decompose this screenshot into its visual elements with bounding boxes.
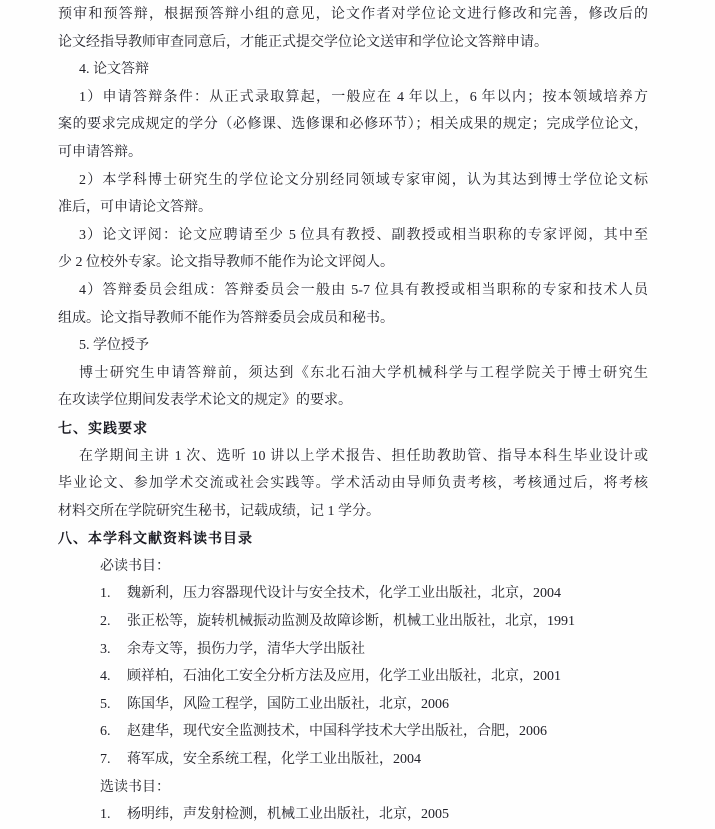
text-line: 3）论文评阅：论文应聘请至少 5 位具有教授、副教授或相当职称的专家评阅，其中至 — [79, 227, 648, 243]
book-item-number: 3. — [100, 641, 111, 657]
book-list-item — [58, 801, 648, 829]
text-line: 毕业论文、参加学术交流或社会实践等。学术活动由导师负责考核，考核通过后，将考核 — [58, 476, 648, 492]
book-item-text: 顾祥柏，石油化工安全分析方法及应用，化学工业出版社，北京，2001 — [127, 669, 561, 685]
book-item-text: 赵建华，现代安全监测技术，中国科学技术大学出版社，合肥，2006 — [127, 724, 547, 740]
book-list-item — [58, 718, 648, 746]
book-item-text: 蒋军成，安全系统工程，化学工业出版社，2004 — [127, 752, 421, 768]
section-heading: 八、本学科文献资料读书目录 — [58, 530, 253, 547]
book-list-item — [58, 663, 648, 691]
book-item-number: 4. — [100, 669, 111, 685]
text-line: 准后，可申请论文答辩。 — [58, 200, 212, 216]
book-item-number: 5. — [100, 696, 111, 712]
subsection-heading: 5. 学位授予 — [79, 338, 149, 354]
book-item-number: 2. — [100, 614, 111, 630]
text-line: 可申请答辩。 — [58, 144, 142, 160]
text-line: 案的要求完成规定的学分（必修课、选修课和必修环节）；相关成果的规定；完成学位论文， — [58, 117, 648, 133]
section-heading: 七、实践要求 — [58, 419, 148, 436]
text-line: 组成。论文指导教师不能作为答辩委员会成员和秘书。 — [58, 310, 394, 326]
book-item-text: 张正松等，旋转机械振动监测及故障诊断，机械工业出版社，北京，1991 — [127, 614, 575, 630]
book-list-item — [58, 746, 648, 774]
book-list-item — [58, 580, 648, 608]
book-list-label: 必读书目： — [100, 558, 170, 574]
book-list-item — [58, 608, 648, 636]
subsection-heading: 4. 论文答辩 — [79, 62, 149, 78]
book-list-item — [58, 691, 648, 719]
book-item-text: 陈国华，风险工程学，国防工业出版社，北京，2006 — [127, 696, 449, 712]
book-item-text: 余寿文等，损伤力学，清华大学出版社 — [127, 641, 365, 657]
book-item-number: 1. — [100, 586, 111, 602]
book-item-number: 7. — [100, 752, 111, 768]
text-line: 博士研究生申请答辩前，须达到《东北石油大学机械科学与工程学院关于博士研究生 — [79, 365, 648, 381]
text-line: 论文经指导教师审查同意后，才能正式提交学位论文送审和学位论文答辩申请。 — [58, 34, 548, 50]
text-line: 在学期间主讲 1 次、选听 10 讲以上学术报告、担任助教助管、指导本科生毕业设计或 — [79, 448, 648, 464]
book-item-text: 魏新利，压力容器现代设计与安全技术，化学工业出版社，北京，2004 — [127, 586, 561, 602]
book-item-number: 6. — [100, 724, 111, 740]
book-list-label: 选读书目： — [100, 779, 170, 795]
text-line: 少 2 位校外专家。论文指导教师不能作为论文评阅人。 — [58, 255, 394, 271]
text-line: 在攻读学位期间发表学术论文的规定》的要求。 — [58, 393, 352, 409]
text-line: 材料交所在学院研究生秘书，记载成绩，记 1 学分。 — [58, 503, 380, 519]
text-line: 预审和预答辩，根据预答辩小组的意见，论文作者对学位论文进行修改和完善，修改后的 — [58, 7, 648, 22]
text-line: 4）答辩委员会组成：答辩委员会一般由 5-7 位具有教授或相当职称的专家和技术人员 — [79, 282, 648, 298]
book-list-item — [58, 636, 648, 664]
book-item-text: 杨明纬，声发射检测，机械工业出版社，北京，2005 — [127, 807, 449, 823]
book-item-number: 1. — [100, 807, 111, 823]
text-line: 1）申请答辩条件：从正式录取算起，一般应在 4 年以上，6 年以内；按本领域培养方 — [79, 89, 648, 105]
text-line: 2）本学科博士研究生的学位论文分别经同领域专家审阅，认为其达到博士学位论文标 — [79, 172, 648, 188]
